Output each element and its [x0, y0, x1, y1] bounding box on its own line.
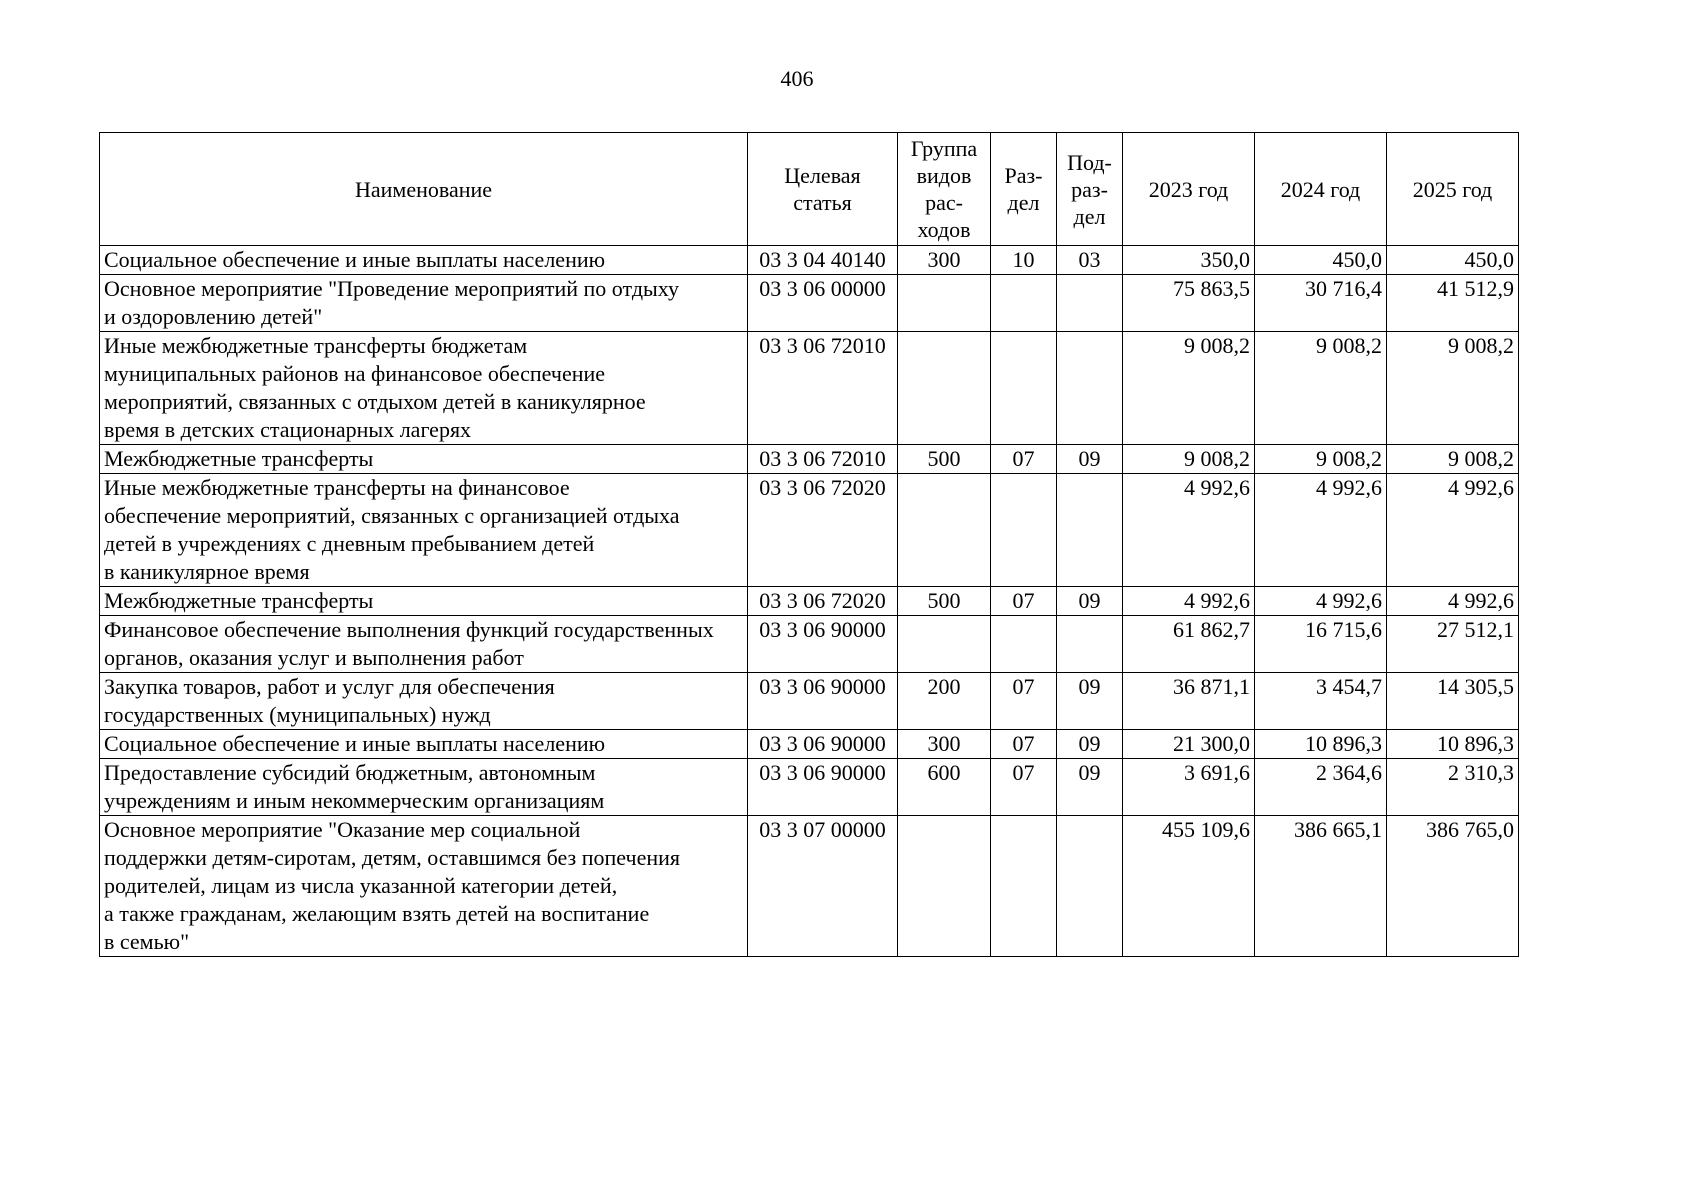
cell-section: [991, 616, 1057, 673]
cell-2025: 9 008,2: [1387, 445, 1519, 474]
cell-subsection: 09: [1057, 730, 1123, 759]
cell-2025: 41 512,9: [1387, 275, 1519, 332]
cell-section: [991, 816, 1057, 957]
table-row: [100, 616, 1519, 673]
budget-table: [99, 132, 1519, 957]
cell-section: [991, 474, 1057, 587]
header-group: Группа видов рас- ходов: [898, 133, 991, 246]
cell-2023: 9 008,2: [1123, 445, 1255, 474]
cell-section: [991, 275, 1057, 332]
cell-target: 03 3 06 72020: [748, 474, 898, 587]
table-row: [100, 816, 1519, 957]
cell-2025: 2 310,3: [1387, 759, 1519, 816]
cell-subsection: [1057, 332, 1123, 445]
cell-subsection: [1057, 474, 1123, 587]
cell-2025: 9 008,2: [1387, 332, 1519, 445]
cell-target: 03 3 07 00000: [748, 816, 898, 957]
cell-section: 07: [991, 673, 1057, 730]
cell-name: Закупка товаров, работ и услуг для обеспечения государственных (муниципальных) нужд: [100, 673, 748, 730]
cell-name: Предоставление субсидий бюджетным, автономным учреждениям и иным некоммерческим организациям: [100, 759, 748, 816]
cell-group: 300: [898, 730, 991, 759]
cell-group: 500: [898, 445, 991, 474]
cell-section: 07: [991, 759, 1057, 816]
table-row: [100, 332, 1519, 445]
cell-2025: 450,0: [1387, 246, 1519, 275]
cell-2024: 10 896,3: [1255, 730, 1387, 759]
cell-name: Основное мероприятие "Проведение мероприятий по отдыху и оздоровлению детей": [100, 275, 748, 332]
cell-2023: 350,0: [1123, 246, 1255, 275]
cell-2025: 14 305,5: [1387, 673, 1519, 730]
header-name: Наименование: [100, 133, 748, 246]
cell-subsection: 09: [1057, 759, 1123, 816]
cell-group: 500: [898, 587, 991, 616]
cell-subsection: 09: [1057, 587, 1123, 616]
cell-2025: 386 765,0: [1387, 816, 1519, 957]
cell-group: 600: [898, 759, 991, 816]
cell-2023: 75 863,5: [1123, 275, 1255, 332]
cell-target: 03 3 06 90000: [748, 759, 898, 816]
cell-name: Межбюджетные трансферты: [100, 445, 748, 474]
cell-target: 03 3 06 90000: [748, 616, 898, 673]
cell-2023: 4 992,6: [1123, 474, 1255, 587]
header-subsection: Под- раз- дел: [1057, 133, 1123, 246]
cell-subsection: [1057, 816, 1123, 957]
table-header-row: [100, 133, 1519, 246]
cell-subsection: 03: [1057, 246, 1123, 275]
cell-2025: 27 512,1: [1387, 616, 1519, 673]
cell-group: [898, 474, 991, 587]
table-row: [100, 474, 1519, 587]
header-2023: 2023 год: [1123, 133, 1255, 246]
cell-2024: 9 008,2: [1255, 445, 1387, 474]
cell-target: 03 3 04 40140: [748, 246, 898, 275]
page-number: 406: [780, 66, 814, 91]
cell-2023: 9 008,2: [1123, 332, 1255, 445]
cell-2024: 4 992,6: [1255, 474, 1387, 587]
cell-target: 03 3 06 72010: [748, 445, 898, 474]
cell-name: Социальное обеспечение и иные выплаты населению: [100, 730, 748, 759]
cell-target: 03 3 06 90000: [748, 673, 898, 730]
cell-name: Иные межбюджетные трансферты бюджетам муниципальных районов на финансовое обеспечение мероприятий, связанных с отдыхом детей в каникулярное время в детских стационарных лагерях: [100, 332, 748, 445]
cell-target: 03 3 06 90000: [748, 730, 898, 759]
table-row: [100, 730, 1519, 759]
cell-group: [898, 332, 991, 445]
cell-section: 07: [991, 445, 1057, 474]
cell-subsection: [1057, 275, 1123, 332]
cell-target: 03 3 06 72010: [748, 332, 898, 445]
table-row: [100, 445, 1519, 474]
cell-2023: 455 109,6: [1123, 816, 1255, 957]
cell-2024: 9 008,2: [1255, 332, 1387, 445]
header-section: Раз- дел: [991, 133, 1057, 246]
cell-target: 03 3 06 00000: [748, 275, 898, 332]
cell-2024: 16 715,6: [1255, 616, 1387, 673]
cell-2023: 4 992,6: [1123, 587, 1255, 616]
cell-name: Социальное обеспечение и иные выплаты населению: [100, 246, 748, 275]
cell-name: Межбюджетные трансферты: [100, 587, 748, 616]
cell-2023: 61 862,7: [1123, 616, 1255, 673]
cell-section: [991, 332, 1057, 445]
cell-2024: 450,0: [1255, 246, 1387, 275]
cell-2024: 30 716,4: [1255, 275, 1387, 332]
cell-2023: 3 691,6: [1123, 759, 1255, 816]
cell-name: Финансовое обеспечение выполнения функций государственных органов, оказания услуг и выполнения работ: [100, 616, 748, 673]
table-body: [100, 246, 1519, 957]
cell-2024: 2 364,6: [1255, 759, 1387, 816]
cell-group: 200: [898, 673, 991, 730]
cell-section: 07: [991, 587, 1057, 616]
cell-section: 10: [991, 246, 1057, 275]
header-target: Целевая статья: [748, 133, 898, 246]
cell-group: [898, 275, 991, 332]
cell-group: 300: [898, 246, 991, 275]
table-row: [100, 673, 1519, 730]
table-row: [100, 246, 1519, 275]
cell-2025: 4 992,6: [1387, 587, 1519, 616]
header-2024: 2024 год: [1255, 133, 1387, 246]
table-row: [100, 275, 1519, 332]
cell-2025: 10 896,3: [1387, 730, 1519, 759]
table-row: [100, 759, 1519, 816]
cell-subsection: 09: [1057, 673, 1123, 730]
cell-subsection: [1057, 616, 1123, 673]
cell-subsection: 09: [1057, 445, 1123, 474]
cell-group: [898, 816, 991, 957]
cell-2023: 36 871,1: [1123, 673, 1255, 730]
cell-2024: 4 992,6: [1255, 587, 1387, 616]
cell-2025: 4 992,6: [1387, 474, 1519, 587]
cell-2024: 3 454,7: [1255, 673, 1387, 730]
cell-name: Основное мероприятие "Оказание мер социальной поддержки детям-сиротам, детям, оставшимся без попечения родителей, лицам из числа указанной категории детей, а также гражданам, желающим взять детей на воспитание в семью": [100, 816, 748, 957]
cell-name: Иные межбюджетные трансферты на финансовое обеспечение мероприятий, связанных с организацией отдыха детей в учреждениях с дневным пребыванием детей в каникулярное время: [100, 474, 748, 587]
table-row: [100, 587, 1519, 616]
cell-2024: 386 665,1: [1255, 816, 1387, 957]
cell-target: 03 3 06 72020: [748, 587, 898, 616]
header-2025: 2025 год: [1387, 133, 1519, 246]
cell-2023: 21 300,0: [1123, 730, 1255, 759]
cell-group: [898, 616, 991, 673]
cell-section: 07: [991, 730, 1057, 759]
